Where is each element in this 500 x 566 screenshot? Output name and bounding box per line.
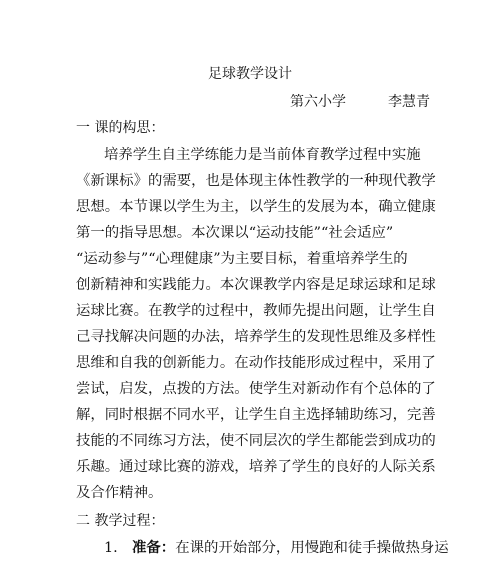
paragraph-line: 及合作精神。 [76, 485, 163, 501]
paragraph-line: 创新精神和实践能力。本次课教学内容是足球运球和足球 [76, 277, 436, 293]
paragraph-line: 培养学生自主学练能力是当前体育教学过程中实施 [104, 147, 421, 163]
author-name: 李慧青 [388, 94, 430, 110]
paragraph-line: 乐趣。通过球比赛的游戏，培养了学生的良好的人际关系 [76, 459, 436, 475]
paragraph-line: 《新课标》的需要，也是体现主体性教学的一种现代教学 [76, 173, 436, 189]
paragraph-line: 尝试，启发，点拨的方法。使学生对新动作有个总体的了 [76, 381, 436, 397]
paragraph-line: 己寻找解决问题的办法，培养学生的发现性思维及多样性 [76, 329, 436, 345]
paragraph-line: 思维和自我的创新能力。在动作技能形成过程中，采用了 [76, 355, 436, 371]
school-name: 第六小学 [290, 94, 346, 110]
step-line [132, 538, 449, 558]
paragraph-line: 思想。本节课以学生为主，以学生的发展为本，确立健康 [76, 199, 436, 215]
document-title: 足球教学设计 [208, 66, 292, 82]
section-heading-teaching-process: 二 教学过程： [76, 513, 165, 529]
paragraph-line: “运动参与”“心理健康”为主要目标，着重培养学生的 [76, 251, 408, 267]
step-label: 准备： [132, 539, 176, 556]
paragraph-line: 解，同时根据不同水平，让学生自主选择辅助练习，完善 [76, 407, 436, 423]
paragraph-line: 技能的不同练习方法，使不同层次的学生都能尝到成功的 [76, 433, 436, 449]
step-text: 在课的开始部分，用慢跑和徒手操做热身运 [175, 540, 449, 556]
step-number: 1. [104, 540, 118, 556]
paragraph-line: 运球比赛。在教学的过程中，教师先提出问题，让学生自 [76, 303, 436, 319]
section-heading-design-idea: 一 课的构思： [76, 120, 165, 136]
paragraph-line: 第一的指导思想。本次课以“运动技能”“社会适应” [76, 225, 394, 241]
